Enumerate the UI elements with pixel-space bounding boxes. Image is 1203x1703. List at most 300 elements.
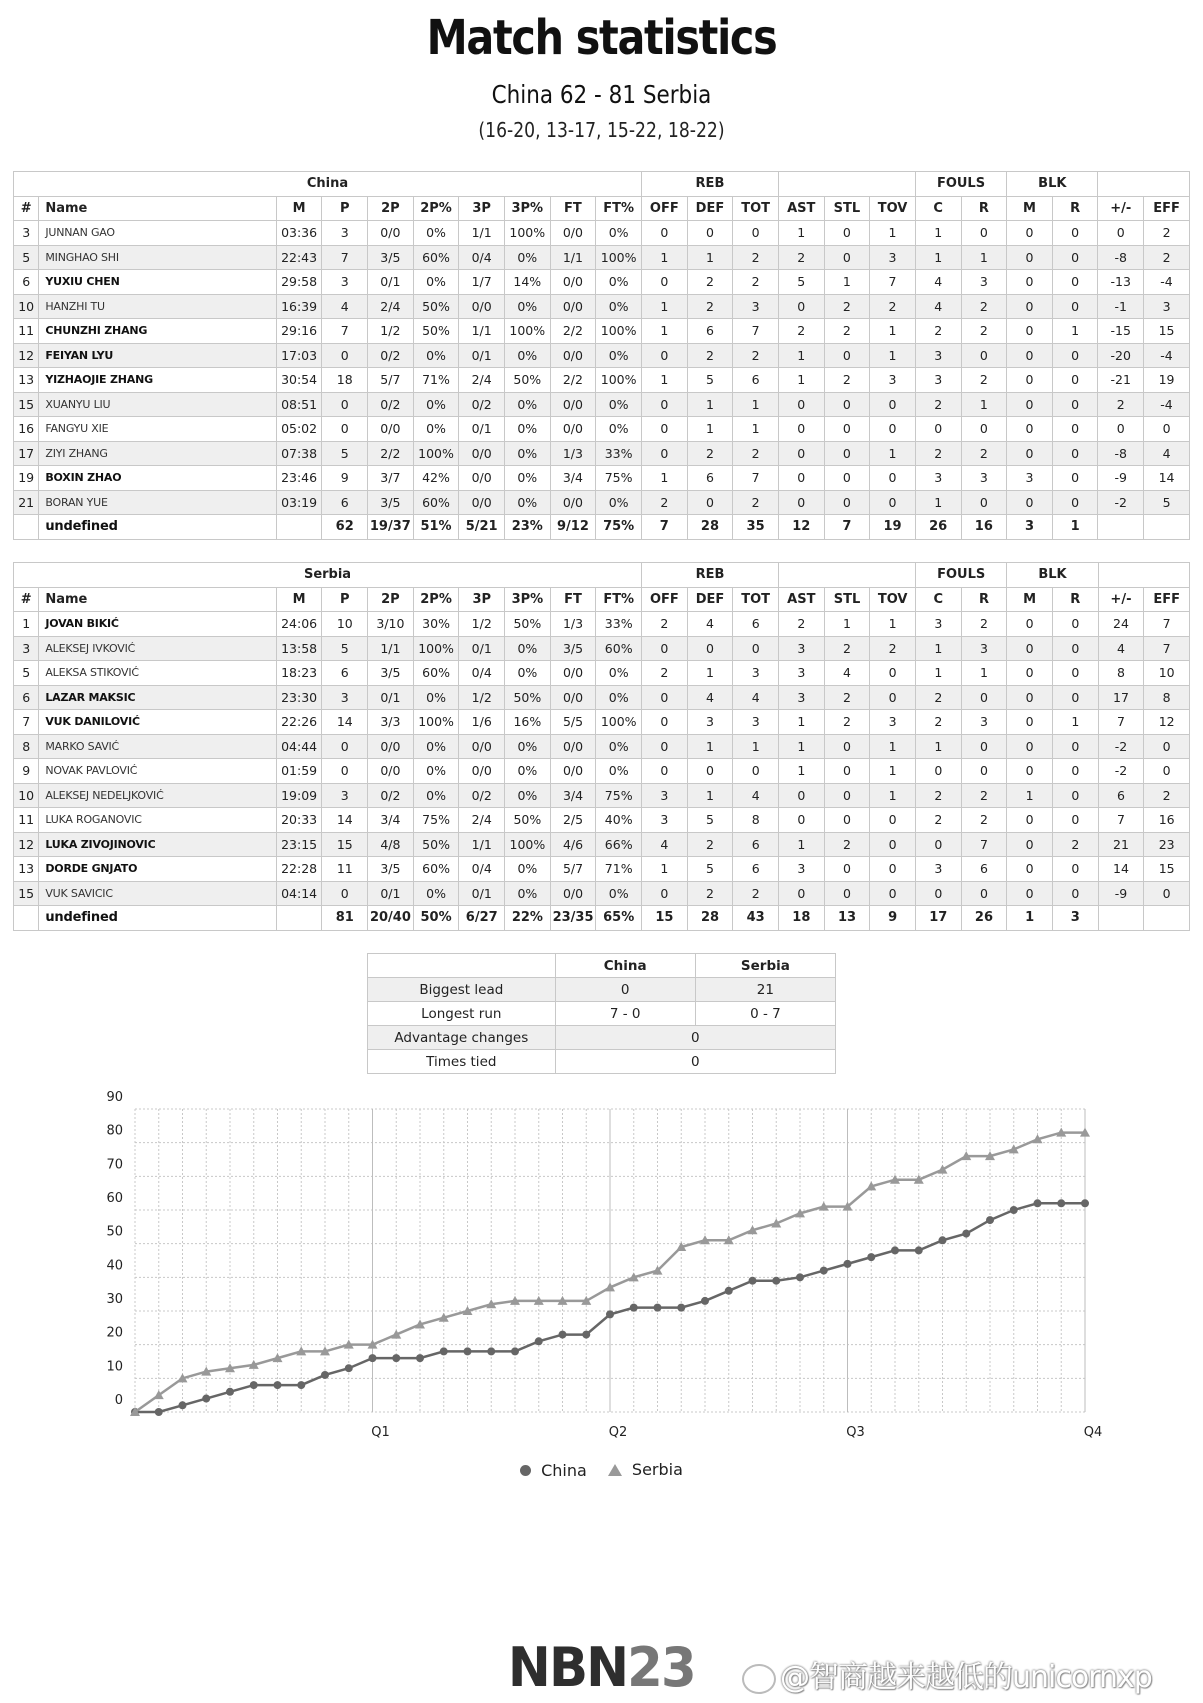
totals-row: [14, 906, 1190, 931]
column-header[interactable]: AST: [778, 196, 824, 221]
player-number: 11: [14, 808, 39, 833]
summary-row-biggest-lead: [368, 978, 836, 1002]
column-header[interactable]: STL: [824, 587, 870, 612]
stat-cell: 2: [687, 832, 733, 857]
stat-cell: 0: [961, 881, 1007, 906]
column-header[interactable]: R: [1052, 587, 1098, 612]
player-name: MINGHAO SHI: [39, 245, 276, 270]
column-header[interactable]: 2P%: [413, 196, 459, 221]
stat-cell: -8: [1098, 441, 1144, 466]
stat-cell: 7: [733, 319, 779, 344]
stat-cell: 0: [824, 417, 870, 442]
player-name: JOVAN BIKIĆ: [39, 612, 276, 637]
y-tick-label: 0: [114, 1393, 123, 1408]
column-header[interactable]: 3P: [459, 196, 505, 221]
player-row: [14, 245, 1190, 270]
stat-cell: 3/5: [368, 490, 414, 515]
total-stat-cell: 16: [961, 515, 1007, 540]
column-header[interactable]: C: [915, 196, 961, 221]
stat-cell: 2: [733, 270, 779, 295]
stat-cell: 2/4: [459, 368, 505, 393]
stat-cell: 2: [1144, 221, 1190, 246]
summary-value: 0: [555, 1050, 835, 1074]
stat-cell: 0: [779, 808, 825, 833]
stat-cell: 2: [779, 612, 825, 637]
column-header[interactable]: TOT: [733, 587, 779, 612]
stat-cell: 4: [687, 612, 733, 637]
stat-cell: 0: [733, 759, 779, 784]
column-header[interactable]: C: [915, 587, 961, 612]
stat-cell: 0: [322, 734, 368, 759]
stat-cell: 4: [687, 685, 733, 710]
total-stat-cell: 7: [824, 515, 870, 540]
summary-row-times-tied: [368, 1050, 836, 1074]
stat-cell: 0%: [413, 783, 459, 808]
stat-cell: 0: [778, 466, 824, 491]
stat-cell: 0/0: [550, 392, 596, 417]
stat-cell: 0/0: [550, 881, 596, 906]
stat-cell: 7: [1144, 636, 1190, 661]
player-row: [14, 612, 1190, 637]
page-title: Match statistics: [426, 10, 777, 66]
player-number: 3: [14, 636, 39, 661]
stat-cell: 19: [1144, 368, 1190, 393]
player-number: 6: [14, 685, 39, 710]
player-name: MARKO SAVIĆ: [39, 734, 276, 759]
stat-cell: 2/2: [550, 368, 596, 393]
data-point: [820, 1267, 828, 1275]
total-stat-cell: 9/12: [550, 515, 596, 540]
column-header[interactable]: +/-: [1098, 587, 1144, 612]
stat-cell: 24: [1098, 612, 1144, 637]
group-blank: [1098, 172, 1190, 197]
column-header[interactable]: FT%: [596, 196, 642, 221]
stat-cell: 0%: [504, 343, 550, 368]
china-stats-table: [13, 171, 1190, 540]
player-row: [14, 221, 1190, 246]
stat-cell: 0%: [596, 685, 642, 710]
stat-cell: 1: [687, 783, 733, 808]
stat-cell: 14%: [504, 270, 550, 295]
stat-cell: 6: [733, 832, 779, 857]
stat-cell: 1: [687, 245, 733, 270]
data-point: [606, 1310, 614, 1318]
stat-cell: -4: [1144, 343, 1190, 368]
stat-cell: 3: [961, 636, 1007, 661]
stat-cell: 3: [961, 466, 1007, 491]
player-row: [14, 392, 1190, 417]
total-stat-cell: 3: [1052, 906, 1098, 931]
stat-cell: 0: [824, 343, 870, 368]
summary-label: Longest run: [368, 1002, 556, 1026]
stat-cell: 2/2: [550, 319, 596, 344]
stat-cell: 0%: [596, 734, 642, 759]
stat-cell: 0: [322, 343, 368, 368]
stat-cell: 0: [1052, 270, 1098, 295]
stat-cell: 0%: [413, 881, 459, 906]
column-header[interactable]: 2P%: [413, 587, 459, 612]
stat-cell: 2: [961, 368, 1007, 393]
player-name: DORDE GNJATO: [39, 857, 276, 882]
totals-label: undefined: [39, 906, 276, 931]
column-header[interactable]: 3P%: [505, 587, 551, 612]
stat-cell: 1: [915, 221, 961, 246]
player-row: [14, 661, 1190, 686]
total-stat-cell: 62: [322, 515, 368, 540]
stat-cell: 0: [1007, 710, 1053, 735]
stat-cell: 2: [642, 490, 688, 515]
stat-cell: 50%: [505, 612, 551, 637]
stat-cell: 0: [733, 636, 779, 661]
stat-cell: 2: [915, 392, 961, 417]
column-header[interactable]: DEF: [687, 587, 733, 612]
legend-item-china[interactable]: [520, 1461, 587, 1480]
data-point: [440, 1347, 448, 1355]
column-header[interactable]: M: [276, 196, 322, 221]
stat-cell: 2: [687, 343, 733, 368]
player-name: BORAN YUE: [39, 490, 276, 515]
stat-cell: 0%: [596, 417, 642, 442]
total-stat-cell: [276, 906, 322, 931]
stat-cell: 0: [642, 270, 688, 295]
player-number: 12: [14, 832, 39, 857]
stat-cell: 11: [322, 857, 368, 882]
column-header[interactable]: 3P: [459, 587, 505, 612]
column-header[interactable]: TOV: [870, 196, 916, 221]
stat-cell: 0: [1052, 783, 1098, 808]
stat-cell: 100%: [596, 245, 642, 270]
player-number: 15: [14, 881, 39, 906]
stat-cell: 3: [870, 710, 916, 735]
stat-cell: 0%: [413, 759, 459, 784]
column-header[interactable]: FT%: [596, 587, 642, 612]
stat-cell: 30:54: [276, 368, 322, 393]
total-stat-cell: 23%: [504, 515, 550, 540]
stat-cell: 0: [961, 417, 1007, 442]
stat-cell: 1: [915, 734, 961, 759]
column-header[interactable]: OFF: [642, 587, 688, 612]
stat-cell: 0: [824, 734, 870, 759]
column-header[interactable]: #: [14, 587, 39, 612]
stat-cell: 3: [779, 857, 825, 882]
stat-cell: 1: [642, 857, 688, 882]
data-point: [1010, 1206, 1018, 1214]
player-name: LUKA ZIVOJINOVIC: [39, 832, 276, 857]
stat-cell: 0: [1007, 808, 1053, 833]
stat-cell: 1: [779, 734, 825, 759]
stat-cell: 0: [961, 759, 1007, 784]
stat-cell: 0: [870, 661, 916, 686]
stat-cell: 0%: [504, 245, 550, 270]
stat-cell: 1: [961, 245, 1007, 270]
stat-cell: 0%: [413, 392, 459, 417]
data-point: [796, 1273, 804, 1281]
stat-cell: 2: [824, 294, 870, 319]
stat-cell: 0: [824, 221, 870, 246]
stat-cell: 0: [1144, 881, 1190, 906]
data-point: [725, 1287, 733, 1295]
stat-cell: 0: [1052, 734, 1098, 759]
stat-cell: -1: [1098, 294, 1144, 319]
stat-cell: 2: [824, 319, 870, 344]
player-name: FEIYAN LYU: [39, 343, 276, 368]
stat-cell: 0: [1052, 466, 1098, 491]
stat-cell: 0: [1052, 343, 1098, 368]
player-row: [14, 783, 1190, 808]
stat-cell: 0/0: [550, 294, 596, 319]
summary-value: 0: [555, 1026, 835, 1050]
stat-cell: 3: [733, 661, 779, 686]
stat-cell: 2: [824, 636, 870, 661]
stat-cell: 0: [642, 759, 688, 784]
data-point: [155, 1408, 163, 1416]
column-header[interactable]: TOT: [733, 196, 779, 221]
stat-cell: 1: [778, 343, 824, 368]
y-tick-label: 90: [106, 1090, 123, 1105]
stat-cell: 0: [824, 759, 870, 784]
data-point: [392, 1354, 400, 1362]
total-stat-cell: 19/37: [368, 515, 414, 540]
stat-cell: 0: [1098, 417, 1144, 442]
total-stat-cell: 20/40: [368, 906, 414, 931]
score-line: China 62 - 81 Serbia: [491, 80, 712, 109]
stat-cell: 23: [1144, 832, 1190, 857]
column-header[interactable]: M: [276, 587, 322, 612]
stat-cell: 0: [824, 466, 870, 491]
stat-cell: 29:58: [276, 270, 322, 295]
stat-cell: 0%: [505, 734, 551, 759]
total-stat-cell: 28: [687, 906, 733, 931]
stat-cell: 17: [1098, 685, 1144, 710]
column-header[interactable]: P: [322, 587, 368, 612]
stat-cell: 5/5: [550, 710, 596, 735]
column-header[interactable]: #: [14, 196, 39, 221]
stat-cell: 0/0: [459, 759, 505, 784]
total-stat-cell: 5/21: [459, 515, 505, 540]
player-name: ALEKSEJ NEDELJKOVIĆ: [39, 783, 276, 808]
stat-cell: 0: [1052, 636, 1098, 661]
stat-cell: 0: [870, 881, 916, 906]
column-header[interactable]: FT: [550, 196, 596, 221]
stat-cell: 0: [687, 759, 733, 784]
player-number: 12: [14, 343, 39, 368]
stat-cell: 1: [642, 294, 688, 319]
stat-cell: 5: [778, 270, 824, 295]
column-header[interactable]: Name: [39, 587, 276, 612]
stat-cell: 0%: [413, 417, 459, 442]
column-header[interactable]: R: [961, 196, 1007, 221]
stat-cell: 60%: [413, 245, 459, 270]
stat-cell: 5: [687, 857, 733, 882]
data-point: [915, 1246, 923, 1254]
stat-cell: 100%: [413, 441, 459, 466]
legend-label-china: China: [541, 1460, 587, 1480]
group-fouls: FOULS: [915, 172, 1006, 197]
stat-cell: 0: [870, 832, 916, 857]
stat-cell: 7: [322, 319, 368, 344]
stat-cell: 0/1: [459, 636, 505, 661]
column-header[interactable]: P: [322, 196, 368, 221]
stat-cell: 0: [687, 490, 733, 515]
stat-cell: 7: [961, 832, 1007, 857]
stat-cell: 7: [733, 466, 779, 491]
stat-cell: 0%: [596, 270, 642, 295]
stat-cell: 1: [870, 612, 916, 637]
summary-china-value: 0: [555, 978, 695, 1002]
column-header[interactable]: M: [1007, 587, 1053, 612]
stat-cell: 0: [870, 490, 916, 515]
player-number: 11: [14, 319, 39, 344]
y-tick-label: 80: [106, 1123, 123, 1139]
stat-cell: 0%: [505, 636, 551, 661]
stat-cell: 1: [778, 221, 824, 246]
stat-cell: 75%: [596, 466, 642, 491]
column-header[interactable]: 3P%: [504, 196, 550, 221]
player-row: [14, 734, 1190, 759]
column-header[interactable]: STL: [824, 196, 870, 221]
stat-cell: 0: [642, 221, 688, 246]
total-stat-cell: 26: [961, 906, 1007, 931]
player-row: [14, 270, 1190, 295]
data-point: [962, 1230, 970, 1238]
column-header[interactable]: +/-: [1098, 196, 1144, 221]
column-header[interactable]: Name: [39, 196, 276, 221]
stat-cell: 50%: [413, 294, 459, 319]
stat-cell: 1: [915, 636, 961, 661]
stat-cell: 15: [1144, 319, 1190, 344]
stat-cell: 2: [915, 808, 961, 833]
total-stat-cell: 17: [915, 906, 961, 931]
stat-cell: 3: [322, 221, 368, 246]
stat-cell: 0/2: [368, 343, 414, 368]
column-header[interactable]: FT: [550, 587, 596, 612]
stat-cell: 0: [1007, 441, 1053, 466]
stat-cell: 0: [1144, 417, 1190, 442]
group-blank: [779, 563, 916, 588]
stat-cell: 5: [322, 636, 368, 661]
totals-number: [14, 906, 39, 931]
stat-cell: 4: [1144, 441, 1190, 466]
stat-cell: 1: [642, 245, 688, 270]
stat-cell: 23:46: [276, 466, 322, 491]
column-header[interactable]: R: [1052, 196, 1098, 221]
stat-cell: 0: [1007, 636, 1053, 661]
stat-cell: 10: [322, 612, 368, 637]
stat-cell: 0: [870, 685, 916, 710]
total-stat-cell: 51%: [413, 515, 459, 540]
stat-cell: 0: [1052, 294, 1098, 319]
stat-cell: 0/0: [550, 221, 596, 246]
stat-cell: 2: [1098, 392, 1144, 417]
stat-cell: 0%: [413, 685, 459, 710]
column-header[interactable]: R: [961, 587, 1007, 612]
column-header[interactable]: 2P: [368, 587, 414, 612]
stat-cell: 100%: [413, 710, 459, 735]
column-header[interactable]: EFF: [1144, 587, 1190, 612]
column-header[interactable]: TOV: [870, 587, 916, 612]
stat-cell: 21: [1098, 832, 1144, 857]
stat-cell: 2: [778, 319, 824, 344]
stat-cell: 18:23: [276, 661, 322, 686]
stat-cell: 1: [779, 710, 825, 735]
y-tick-label: 30: [106, 1292, 123, 1307]
stat-cell: 0/4: [459, 857, 505, 882]
stat-cell: 0/1: [459, 417, 505, 442]
column-header[interactable]: 2P: [368, 196, 414, 221]
stat-cell: 6: [687, 466, 733, 491]
stat-cell: 7: [1098, 710, 1144, 735]
column-header[interactable]: EFF: [1144, 196, 1190, 221]
stat-cell: 0: [1052, 417, 1098, 442]
data-point: [274, 1381, 282, 1389]
column-header-row: [14, 587, 1190, 612]
column-header[interactable]: M: [1007, 196, 1053, 221]
stat-cell: 1: [687, 392, 733, 417]
column-header[interactable]: AST: [779, 587, 825, 612]
total-stat-cell: 35: [733, 515, 779, 540]
stat-cell: 100%: [596, 710, 642, 735]
column-header[interactable]: DEF: [687, 196, 733, 221]
player-name: YIZHAOJIE ZHANG: [39, 368, 276, 393]
stat-cell: 04:44: [276, 734, 322, 759]
triangle-marker-icon: [608, 1464, 622, 1476]
quarter-scores: (16-20, 13-17, 15-22, 18-22): [478, 118, 725, 142]
stat-cell: 0%: [413, 734, 459, 759]
stat-cell: 0%: [504, 294, 550, 319]
player-name: JUNNAN GAO: [39, 221, 276, 246]
stat-cell: 0/0: [550, 661, 596, 686]
stat-cell: 1/3: [550, 441, 596, 466]
player-number: 3: [14, 221, 39, 246]
stat-cell: 2: [915, 319, 961, 344]
data-point: [226, 1388, 234, 1396]
stat-cell: 0/0: [368, 759, 414, 784]
stat-cell: 100%: [504, 221, 550, 246]
summary-row-longest-run: [368, 1002, 836, 1026]
stat-cell: 0: [961, 343, 1007, 368]
player-row: [14, 857, 1190, 882]
player-name: ALEKSA STIKOVIĆ: [39, 661, 276, 686]
total-stat-cell: 13: [824, 906, 870, 931]
stat-cell: 2: [733, 343, 779, 368]
stat-cell: 75%: [413, 808, 459, 833]
stat-cell: 5: [687, 368, 733, 393]
player-number: 1: [14, 612, 39, 637]
stat-cell: 2: [642, 612, 688, 637]
column-header-row: [14, 196, 1190, 221]
totals-row: [14, 515, 1190, 540]
data-point: [630, 1304, 638, 1312]
stat-cell: 0%: [596, 881, 642, 906]
player-name: VUK SAVICIC: [39, 881, 276, 906]
column-header[interactable]: OFF: [642, 196, 688, 221]
player-number: 6: [14, 270, 39, 295]
stat-cell: 3: [779, 685, 825, 710]
stat-cell: 0/1: [368, 881, 414, 906]
stat-cell: 0%: [505, 661, 551, 686]
legend-item-serbia[interactable]: [608, 1460, 683, 1479]
chart-legend: [0, 1460, 1203, 1480]
stat-cell: 1: [870, 221, 916, 246]
stat-cell: 6: [322, 661, 368, 686]
stat-cell: 60%: [413, 661, 459, 686]
stat-cell: 5: [322, 441, 368, 466]
stat-cell: 4/6: [550, 832, 596, 857]
stat-cell: -4: [1144, 270, 1190, 295]
total-stat-cell: 9: [870, 906, 916, 931]
stat-cell: 100%: [596, 368, 642, 393]
stat-cell: 3/3: [368, 710, 414, 735]
